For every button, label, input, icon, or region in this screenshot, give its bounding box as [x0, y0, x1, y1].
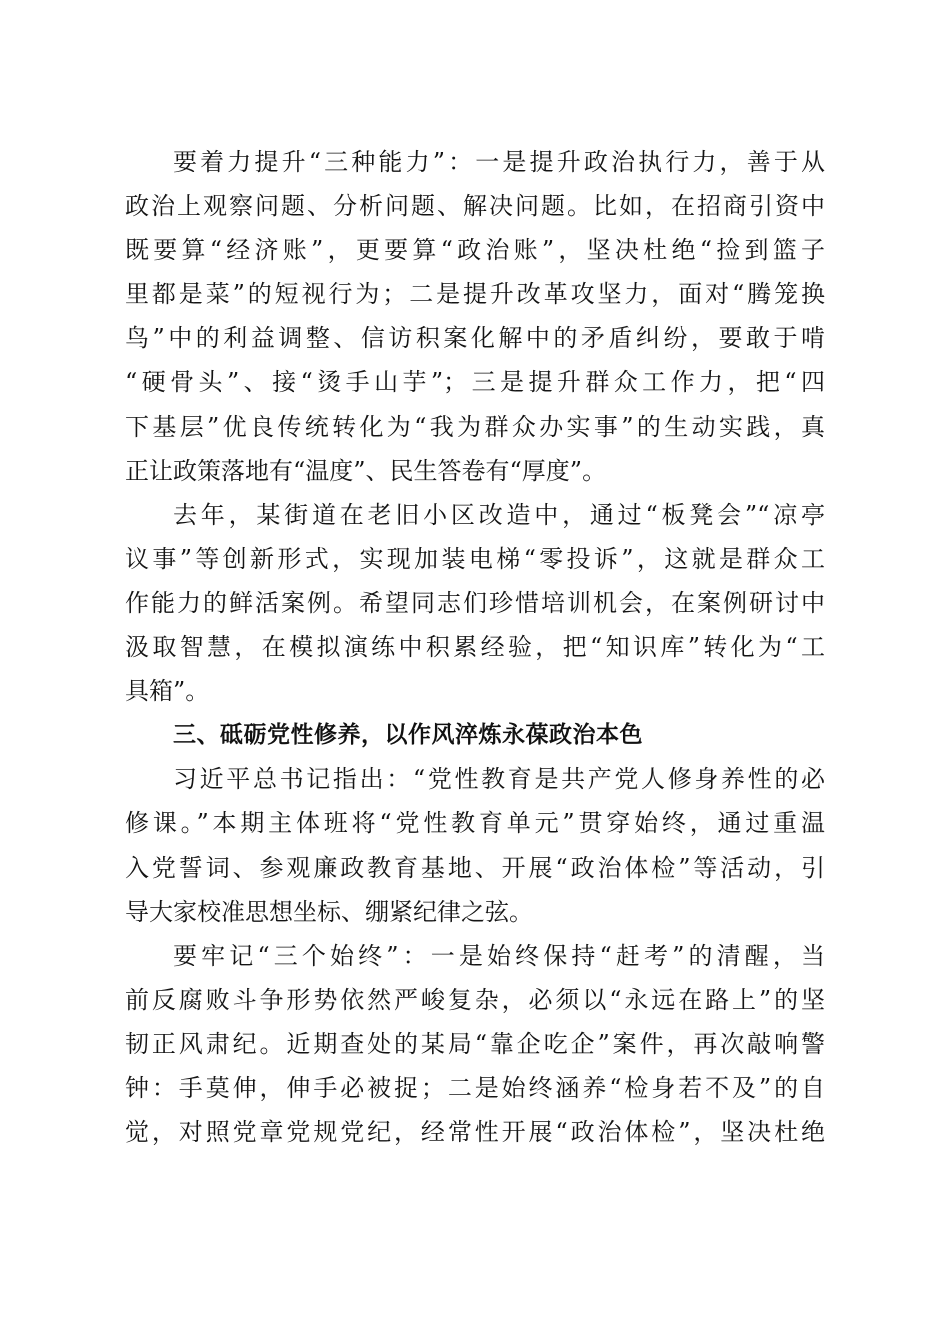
paragraph-line: 韧正风肃纪。近期查处的某局“靠企吃企”案件，再次敲响警	[125, 1029, 825, 1058]
paragraph-party-education	[125, 757, 825, 933]
paragraph-three-abilities	[125, 140, 825, 493]
paragraph-line: 汲取智慧，在模拟演练中积累经验，把“知识库”转化为“工	[125, 633, 825, 662]
paragraph-line: “硬骨头”、接“烫手山芋”；三是提升群众工作力，把“四	[125, 368, 825, 397]
paragraph-line: 去年，某街道在老旧小区改造中，通过“板凳会”“凉亭	[173, 500, 825, 529]
paragraph-three-always	[125, 934, 825, 1154]
paragraph-line: 具箱”。	[125, 677, 210, 706]
section-heading: 三、砥砺党性修养，以作风淬炼永葆政治本色	[173, 722, 643, 749]
paragraph-line: 既要算“经济账”，更要算“政治账”，坚决杜绝“捡到篮子	[125, 236, 825, 265]
paragraph-line: 要着力提升“三种能力”：一是提升政治执行力，善于从	[173, 148, 825, 176]
paragraph-line: 觉，对照党章党规党纪，经常性开展“政治体检”，坚决杜绝	[125, 1118, 825, 1147]
paragraph-case-example	[125, 493, 825, 713]
paragraph-line: 习近平总书记指出：“党性教育是共产党人修身养性的必	[173, 765, 825, 794]
paragraph-line: 里都是菜”的短视行为；二是提升改革攻坚力，面对“腾笼换	[125, 280, 825, 309]
paragraph-line: 政治上观察问题、分析问题、解决问题。比如，在招商引资中	[125, 192, 825, 221]
paragraph-line: 入党誓词、参观廉政教育基地、开展“政治体检”等活动，引	[125, 853, 825, 882]
paragraph-line: 议事”等创新形式，实现加装电梯“零投诉”，这就是群众工	[125, 544, 825, 573]
paragraph-line: 鸟”中的利益调整、信访积案化解中的矛盾纠纷，要敢于啃	[125, 324, 825, 353]
paragraph-line: 作能力的鲜活案例。希望同志们珍惜培训机会，在案例研讨中	[125, 588, 825, 617]
paragraph-line: 钟：手莫伸，伸手必被捉；二是始终涵养“检身若不及”的自	[125, 1073, 825, 1102]
paragraph-line: 修课。”本期主体班将“党性教育单元”贯穿始终，通过重温	[125, 809, 825, 838]
paragraph-line: 正让政策落地有“温度”、民生答卷有“厚度”。	[125, 456, 607, 485]
paragraph-line: 下基层”优良传统转化为“我为群众办实事”的生动实践，真	[125, 412, 825, 441]
paragraph-line: 导大家校准思想坐标、绷紧纪律之弦。	[125, 897, 533, 926]
paragraph-line: 前反腐败斗争形势依然严峻复杂，必须以“永远在路上”的坚	[125, 985, 825, 1014]
document-body	[125, 140, 825, 1154]
paragraph-line: 要牢记“三个始终”：一是始终保持“赶考”的清醒，当	[173, 941, 825, 970]
